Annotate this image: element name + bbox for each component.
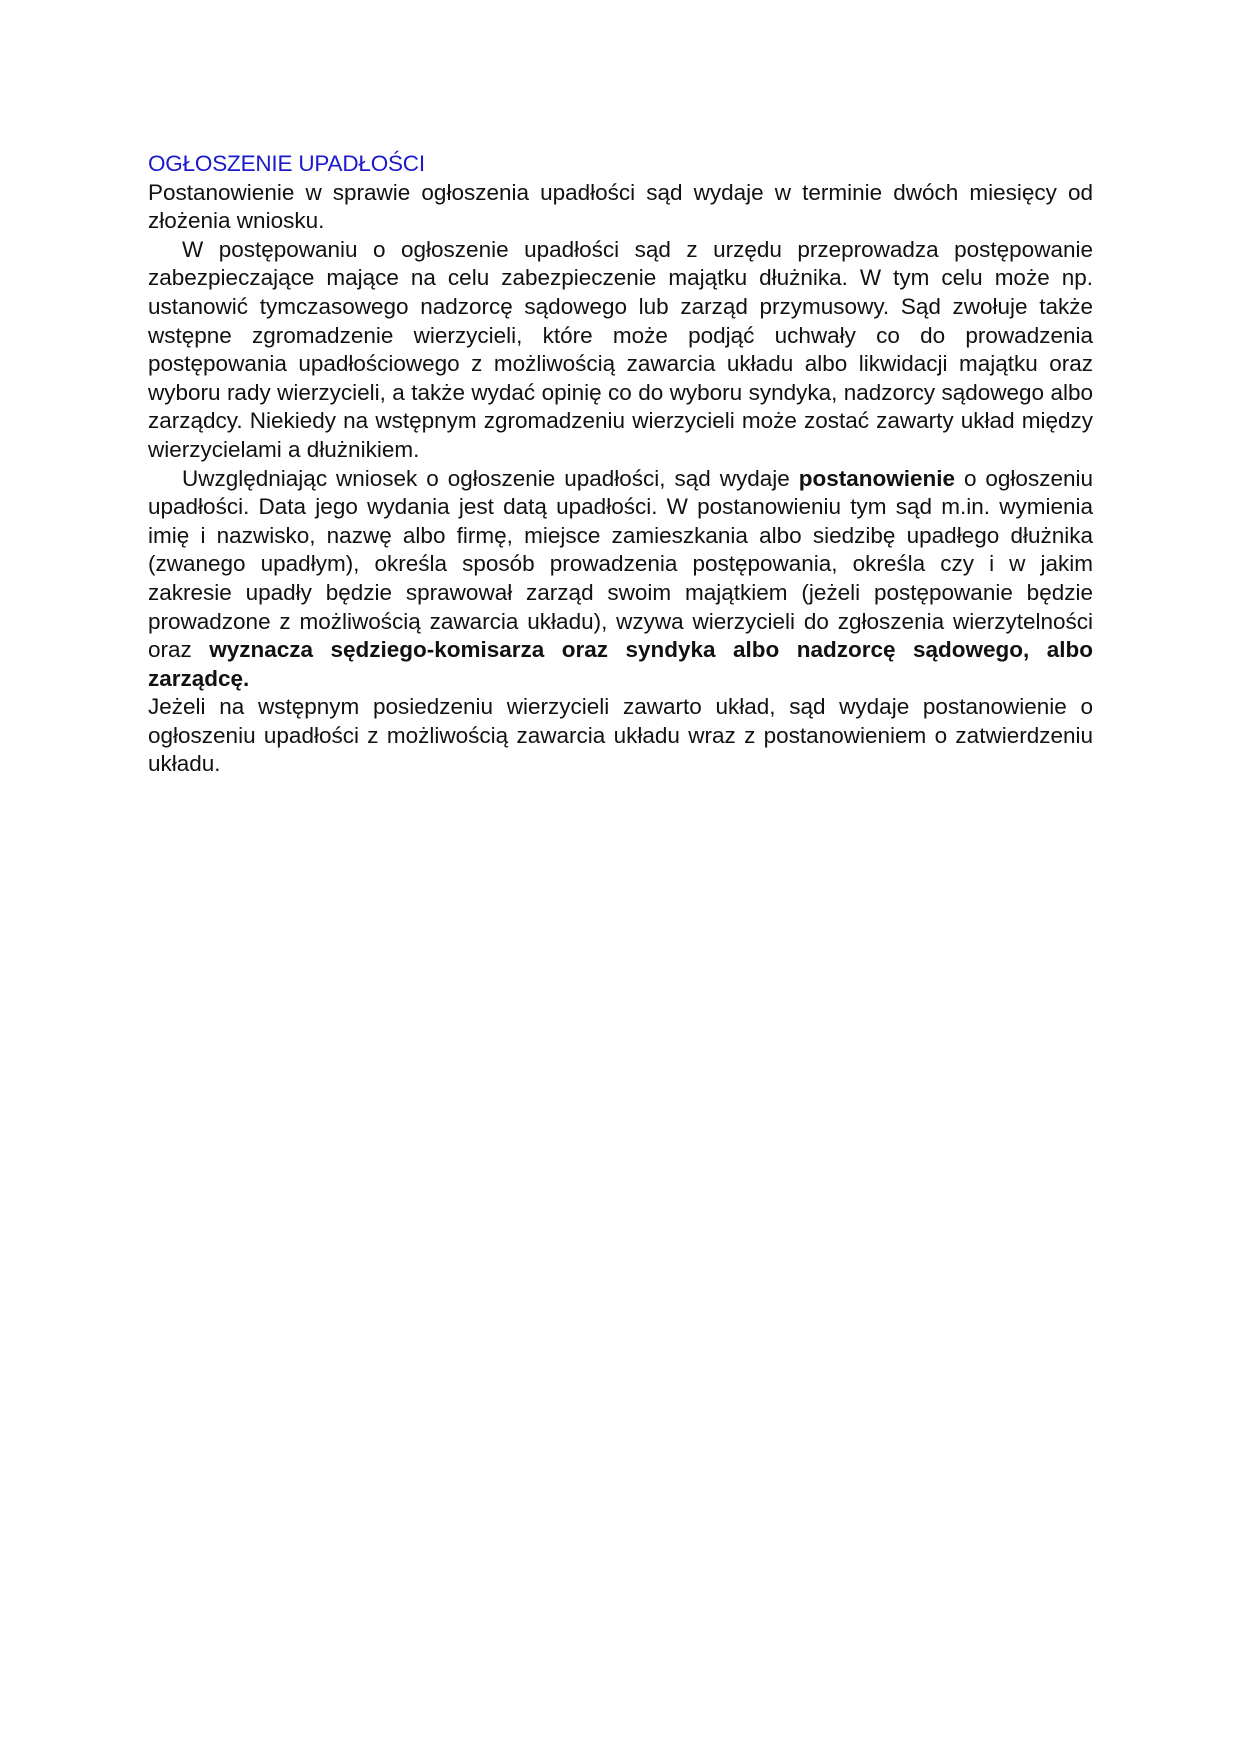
paragraph-2 bbox=[148, 236, 1093, 465]
paragraph-text: W postępowaniu o ogłoszenie upadłości sąd z urzędu przeprowadza postępowanie zabezpieczające mające na celu zabezpieczenie majątku dłużnika. W tym celu może np. ustanowić tymczasowego nadzorcę sądowego lub zarząd przymusowy. Sąd zwołuje także wstępne zgromadzenie wierzycieli, które może podjąć uchwały co do prowadzenia postępowania upadłościowego z możliwością zawarcia układu albo likwidacji majątku oraz wyboru rady wierzycieli, a także wydać opinię co do wyboru syndyka, nadzorcy sądowego albo zarządcy. Niekiedy na wstępnym zgromadzeniu wierzycieli może zostać zawarty układ między wierzycielami a dłużnikiem. bbox=[148, 236, 1093, 462]
bold-term-postanowienie: postanowienie bbox=[798, 465, 955, 491]
paragraph-text: Uwzględniając wniosek o ogłoszenie upadłości, sąd wydaje bbox=[182, 465, 799, 491]
paragraph-3 bbox=[148, 465, 1093, 694]
paragraph-1 bbox=[148, 179, 1093, 236]
document-page bbox=[148, 150, 1093, 779]
paragraph-text: Postanowienie w sprawie ogłoszenia upadłości sąd wydaje w terminie dwóch miesięcy od złożenia wniosku. bbox=[148, 179, 1093, 234]
paragraph-text: Jeżeli na wstępnym posiedzeniu wierzycieli zawarto układ, sąd wydaje postanowienie o ogłoszeniu upadłości z możliwością zawarcia układu wraz z postanowieniem o zatwierdzeniu układu. bbox=[148, 694, 1093, 777]
bold-term-wyznacza: wyznacza sędziego-komisarza oraz syndyka albo nadzorcę sądowego, albo zarządcę. bbox=[148, 637, 1093, 691]
paragraph-4 bbox=[148, 693, 1093, 779]
document-title: OGŁOSZENIE UPADŁOŚCI bbox=[148, 151, 425, 176]
paragraph-text: o ogłoszeniu upadłości. Data jego wydania jest datą upadłości. W postanowieniu tym sąd m.in. wymienia imię i nazwisko, nazwę albo firmę, miejsce zamieszkania albo siedzibę upadłego dłużnika (zwanego upadłym), określa sposób prowadzenia postępowania, określa czy i w jakim zakresie upadły będzie sprawował zarząd swoim majątkiem (jeżeli postępowanie będzie prowadzone z możliwością zawarcia układu), wzywa wierzycieli do zgłoszenia wierzytelności oraz bbox=[148, 465, 1093, 663]
